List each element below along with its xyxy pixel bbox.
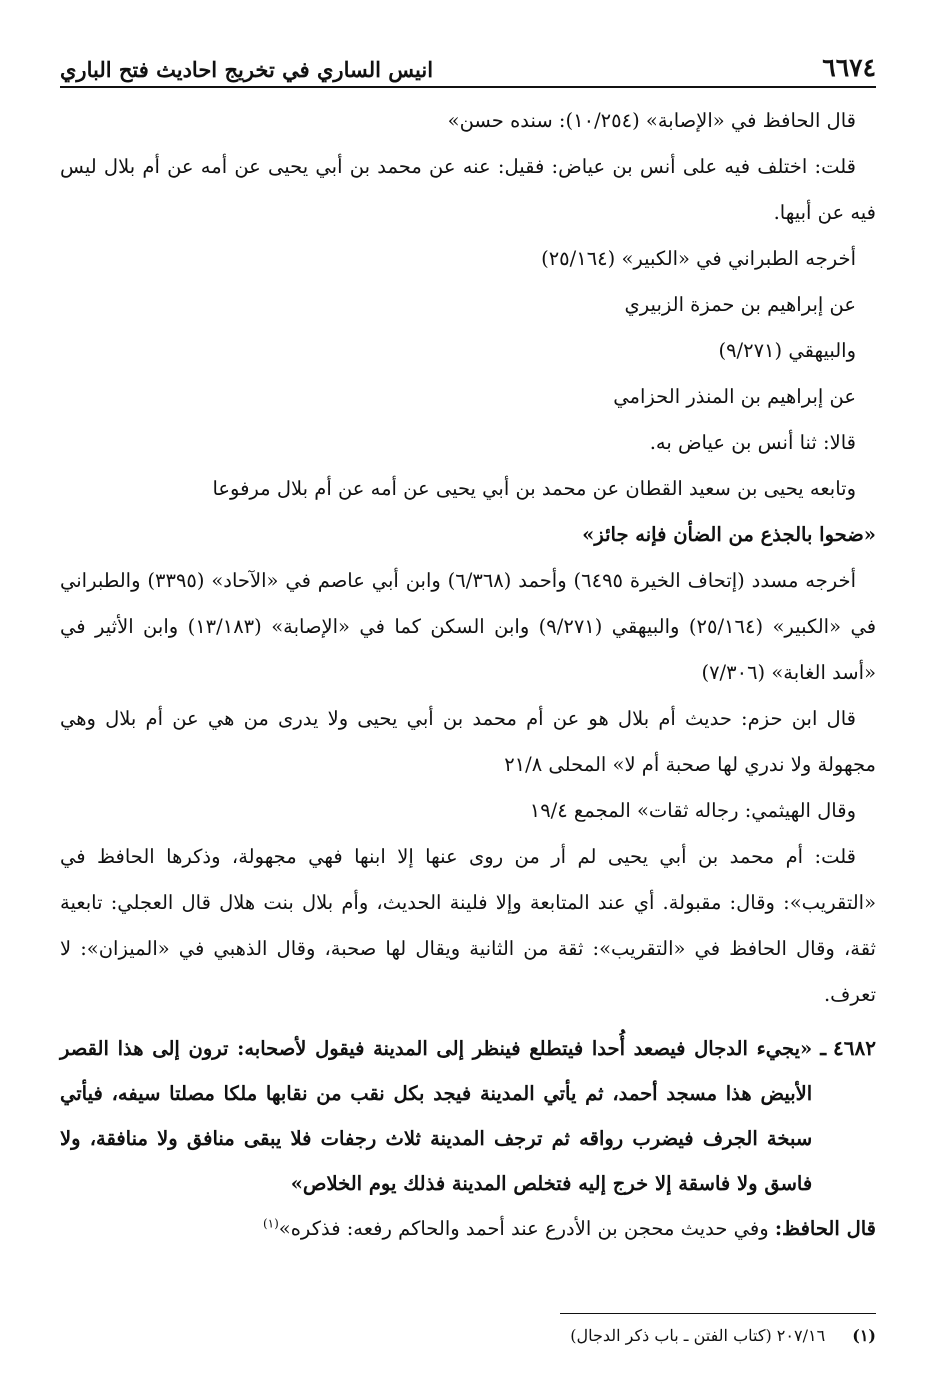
paragraph-isaba: قال الحافظ في «الإصابة» (١٠/٢٥٤): سنده حسن»	[447, 109, 856, 132]
paragraph-haythami: وقال الهيثمي: رجاله ثقات» المجمع ١٩/٤	[529, 799, 856, 822]
line-tabarani: أخرجه الطبراني في «الكبير» (٢٥/١٦٤)	[541, 247, 856, 270]
hadith-text: «يجيء الدجال فيصعد أُحدا فيتطلع فينظر إلى المدينة فيقول لأصحابه: ترون إلى هذا القصر الأبيض هذا مسجد أحمد، ثم يأتي المدينة فيجد بكل نقب من نقابها ملكا مصلتا سيفه، فيأتي سبخة الجرف فيضرب رواقه ثم ترجف المدينة ثلاث رجفات فلا يبقى منافق ولا منافقة، ولا فاسق ولا فاسقة إلا خرج إليه فتخلص المدينة فذلك يوم الخلاص»	[60, 1037, 813, 1195]
paragraph-ibn-hazm: قال ابن حزم: حديث أم بلال هو عن أم محمد بن أبي يحيى ولا يدرى من هي عن أم بلال وهي مجهولة ولا ندري لها صحبة أم لا» المحلى ٢١/٨	[60, 707, 876, 776]
footnote-marker: (١)	[262, 1216, 279, 1231]
footnote-text: ٢٠٧/١٦ (كتاب الفتن ـ باب ذكر الدجال)	[570, 1326, 826, 1345]
hadith-entry	[60, 1026, 876, 1206]
page-number: ٦٦٧٤	[822, 53, 876, 82]
book-title: انيس الساري في تخريج احاديث فتح الباري	[60, 57, 434, 82]
footnote-number: (١)	[852, 1326, 876, 1345]
paragraph-ikhtilaf: قلت: اختلف فيه على أنس بن عياض: فقيل: عنه عن محمد بن أبي يحيى عن أمه عن أم بلال ليس فيه عن أبيها.	[60, 155, 876, 224]
page-body	[60, 98, 876, 1252]
hafiz-note-label: قال الحافظ:	[774, 1217, 876, 1240]
paragraph-takhrij: أخرجه مسدد (إتحاف الخيرة ٦٤٩٥) وأحمد (٦/٣٦٨) وابن أبي عاصم في «الآحاد» (٣٣٩٥) والطبراني في «الكبير» (٢٥/١٦٤) والبيهقي (٩/٢٧١) وابن السكن كما في «الإصابة» (١٣/١٨٣) وابن الأثير في «أسد الغابة» (٧/٣٠٦)	[60, 569, 877, 684]
page-header	[60, 38, 876, 88]
line-bayhaqi: والبيهقي (٩/٢٧١)	[718, 339, 856, 362]
book-page	[60, 38, 876, 1358]
paragraph-qultu: قلت: أم محمد بن أبي يحيى لم أر من روى عنها إلا ابنها فهي مجهولة، وذكرها الحافظ في «التقريب»: وقال: مقبولة. أي عند المتابعة وإلا فلينة الحديث، وأم بلال بنت هلال قال العجلي: تابعية ثقة، وقال الحافظ في «التقريب»: ثقة من الثانية ويقال لها صحبة، وقال الذهبي في «الميزان»: لا تعرف.	[60, 845, 876, 1006]
line-ibrahim-hizami: عن إبراهيم بن المنذر الحزامي	[613, 385, 856, 408]
hadith-number: ٤٦٨٢ ـ	[820, 1036, 876, 1060]
paragraph-taba-ahu: وتابعه يحيى بن سعيد القطان عن محمد بن أبي يحيى عن أمه عن أم بلال مرفوعا	[212, 477, 856, 500]
footnote-divider	[560, 1313, 876, 1314]
hafiz-note-text: وفي حديث محجن بن الأدرع عند أحمد والحاكم رفعه: فذكره»	[278, 1217, 769, 1240]
hafiz-note	[60, 1206, 876, 1252]
footnote	[60, 1323, 876, 1349]
line-qala: قالا: ثنا أنس بن عياض به.	[649, 431, 856, 454]
quoted-hadith-udhiya: «ضحوا بالجذع من الضأن فإنه جائز»	[582, 523, 876, 546]
line-ibrahim-zubayri: عن إبراهيم بن حمزة الزبيري	[624, 293, 856, 316]
